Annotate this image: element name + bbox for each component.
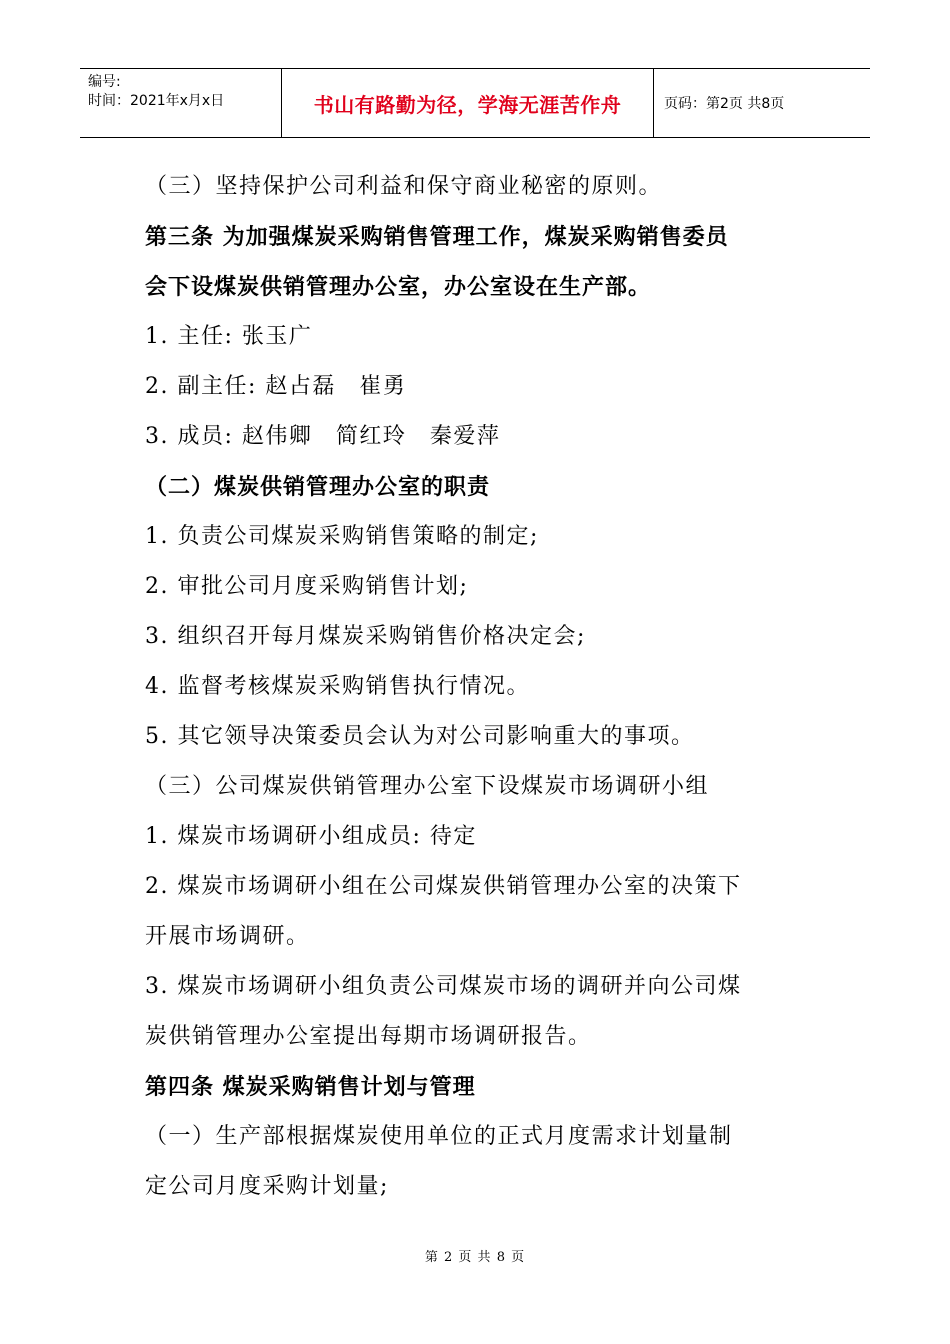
body-line: （二）煤炭供销管理办公室的职责 (145, 474, 491, 500)
header-motto-cell (282, 69, 654, 137)
page-footer (0, 1246, 950, 1265)
body-line: 1. 主任: 张玉广 (145, 324, 313, 349)
body-line: 2. 副主任: 赵占磊 崔勇 (145, 374, 407, 399)
header-page-code-cell (654, 69, 870, 137)
body-line: 开展市场调研。 (145, 924, 310, 949)
body-line: 定公司月度采购计划量; (145, 1174, 389, 1199)
body-line: 1. 煤炭市场调研小组成员: 待定 (145, 824, 477, 849)
body-line: 3. 组织召开每月煤炭采购销售价格决定会; (145, 624, 586, 649)
footer-page-number: 第 2 页 共 8 页 (424, 1250, 526, 1265)
header-meta (80, 69, 282, 137)
body-line: 第四条 煤炭采购销售计划与管理 (145, 1074, 476, 1100)
body-line: 炭供销管理办公室提出每期市场调研报告。 (145, 1024, 592, 1049)
body-line: 4. 监督考核煤炭采购销售执行情况。 (145, 674, 530, 699)
body-line: 第三条 为加强煤炭采购销售管理工作，煤炭采购销售委员 (145, 224, 729, 250)
body-line: （三）坚持保护公司利益和保守商业秘密的原则。 (145, 174, 663, 199)
body-line: 2. 审批公司月度采购销售计划; (145, 574, 469, 599)
body-line: （一）生产部根据煤炭使用单位的正式月度需求计划量制 (145, 1124, 733, 1149)
body-line: 会下设煤炭供销管理办公室，办公室设在生产部。 (145, 274, 652, 300)
body-line: 2. 煤炭市场调研小组在公司煤炭供销管理办公室的决策下 (145, 874, 742, 899)
document-number-label: 编号: (88, 74, 121, 90)
body-line: 1. 负责公司煤炭采购销售策略的制定; (145, 524, 539, 549)
document-body (145, 162, 810, 1212)
header-page-code: 页码：第2页 共8页 (664, 96, 785, 112)
page-header (80, 68, 870, 138)
body-line: 3. 成员: 赵伟卿 简红玲 秦爱萍 (145, 424, 501, 449)
header-motto: 书山有路勤为径，学海无涯苦作舟 (313, 92, 622, 117)
body-line: 3. 煤炭市场调研小组负责公司煤炭市场的调研并向公司煤 (145, 974, 742, 999)
body-line: 5. 其它领导决策委员会认为对公司影响重大的事项。 (145, 724, 695, 749)
body-line: （三）公司煤炭供销管理办公室下设煤炭市场调研小组 (145, 774, 710, 799)
document-time-label: 时间：2021年x月x日 (88, 93, 225, 109)
